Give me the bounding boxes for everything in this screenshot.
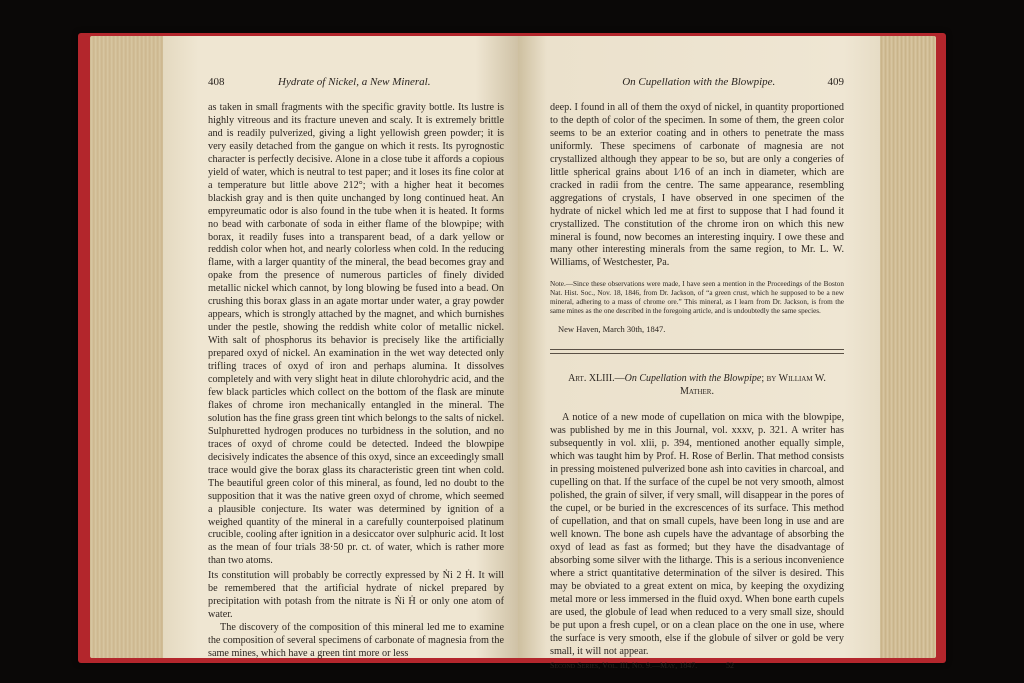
article-author: ; by William W. Mather. [680,373,826,398]
page-edges-left [90,36,168,658]
right-running-head [550,76,844,94]
page-footer [550,661,844,670]
left-running-title: Hydrate of Nickel, a New Mineral. [278,76,431,88]
page-edges-right [878,36,936,658]
double-rule [550,349,844,354]
left-running-head [208,76,504,94]
left-page-number: 408 [208,76,225,88]
article-label: Art. XLIII.— [568,373,625,385]
article-heading [550,372,844,398]
dateline: New Haven, March 30th, 1847. [558,324,666,335]
right-page [518,36,880,670]
left-page [163,36,518,658]
footnote: Note.—Since these observations were made, I have seen a mention in the Proceedings of the Boston Nat. Hist. Soc., Nov. 18, 1846, from Dr. Jackson, of “a green crust, which he supposed to be a new mineral, adhering to a mass of chrome ore.” This mineral, as I learn from Dr. Jackson, is from the same mines as the one described in the foregoing article, and is undoubtedly the same species. [550,280,844,316]
left-paragraph-formula: Its constitution will probably be correctly expressed by Ṅi 2 Ḣ. It will be remembered that the artificial hydrate of nickel prepared by precipitation with potash from the nitrate is Ṅi Ḣ or only one atom of water. [208,570,504,621]
footer-signature: 52 [726,660,734,670]
article-paragraph: A notice of a new mode of cupellation on mica with the blowpipe, was published by me in this Journal, vol. xxxv, p. 321. A writer has subsequently in vol. xlii, p. 394, mentioned another equally simple, which was taught him by Prof. H. Rose of Berlin. That method consists in pressing moistened pulverized bone ash into cavities in charcoal, and cupelling on that. If the surface of the cupel be not very smooth, almost polished, the grain of silver, if very small, will disappear in the pores of the cupel, or be buried in the excrescences of its surface. This method of cupellation, and that on small cupels, have been long in use and are well known. The bone ash cupels have the advantage of absorbing the oxyd of lead as fast as formed; but they have the disadvantage of absorbing some silver with the litharge. This is a serious inconvenience where a strict quantitative determination of the silver is desired. This may be obviated to a great extent on mica, by keeping the oxydizing metal more or less immersed in the fluid oxyd. When bone earth cupels are used, the globule of lead when reduced to a very small size, should be put upon a fresh cupel, or on a clean place on the one in use, where the surface is very smooth, else if the globule of silver or gold be very small, it will not appear. [550,412,844,657]
footer-series: Second Series, Vol. III, No. 9.—May, 1847. [550,660,698,670]
left-body-text [208,102,504,661]
right-running-title: On Cupellation with the Blowpipe. [622,76,776,88]
left-paragraph-last: The discovery of the composition of this mineral led me to examine the composition of several specimens of carbonate of magnesia from the same mines, which have a green tint more or less [208,622,504,660]
right-page-number: 409 [827,76,844,88]
right-body-text [550,102,844,270]
right-paragraph-main: deep. I found in all of them the oxyd of nickel, in quantity proportioned to the depth of color of the specimen. In some of them, the green color seems to be an exterior coating and in others to penetrate the mass uniformly. These specimens of carbonate of magnesia are not crystallized although they appear to be so, but are only a congeries of little spherical grains about 1⁄16 of an inch in diameter, which are cracked in radii from the centre. The same appearance, resembling aggregations of crystals, I have observed in one specimen of the hydrate of nickel which led me at first to suppose that I had found it crystallized. The constitution of the chrome iron on which this new mineral is found, now becomes an interesting inquiry. I owe these and many other interesting minerals from the same region, to Mr. L. W. Williams, of Westchester, Pa. [550,102,844,269]
article-body-text [550,412,844,658]
left-paragraph-main: as taken in small fragments with the specific gravity bottle. Its lustre is highly vitreous and its fracture uneven and scaly. It is extremely brittle and is readily pulverized, giving a light yellowish green powder; it is very easily detached from the gangue on which it rests. Its pyrognostic character is perfectly decisive. Alone in a close tube it affords a copious yield of water, which is neutral to test paper; and it loses its fine color at a temperature but little above 212°; with a higher heat it becomes blackish gray and is then quite unchanged by long continued heat. An empyreumatic odor is also found in the tube when it is heated. It forms no bead with carbonate of soda in either flame of the blowpipe; with borax, it readily fuses into a transparent bead, of a dark yellow or reddish color when hot, and nearly colorless when cold. In the reducing flame, with a larger quantity of the mineral, the bead becomes gray and opake from the presence of numerous particles of finely divided metallic nickel which cannot, by long blowing be fused into a bead. On crushing this borax glass in an agate mortar under water, a gray powder appears, which is strongly attached by the magnet, and which burnishes under the pestle, showing the reddish white color of metallic nickel. With salt of phosphorus its behavior is precisely like the artificially prepared oxyd of nickel. An examination in the wet way detected only trifling traces of oxyd of iron and perhaps alumina. It dissolves completely and with very slight heat in dilute chlorohydric acid, and the few black particles which collect on the bottom of the flask are minute flakes of chrome iron mechanically entangled in the mineral. The solution has the fine grass green tint which belongs to the salts of nickel. Sulphuretted hydrogen produces no turbidness in the solution, and no traces of oxyd of chrome could be detected. Indeed the blowpipe decisively indicates the absence of this oxyd, since an exceedingly small trace would give the borax glass its characteristic green tint when cold. The beautiful green color of this mineral, as found, led no doubt to the supposition that it was the native green oxyd of chrome, which seemed a plausible conjecture. Its water was determined by ignition of a weighed quantity of the mineral in a carefully counterpoised platinum crucible, cooling after ignition in a desiccator over sulphuric acid. It lost as the mean of four trials 38·50 pr. ct. of water, which is rather more than two atoms. [208,102,504,567]
article-title: On Cupellation with the Blowpipe [624,373,762,385]
